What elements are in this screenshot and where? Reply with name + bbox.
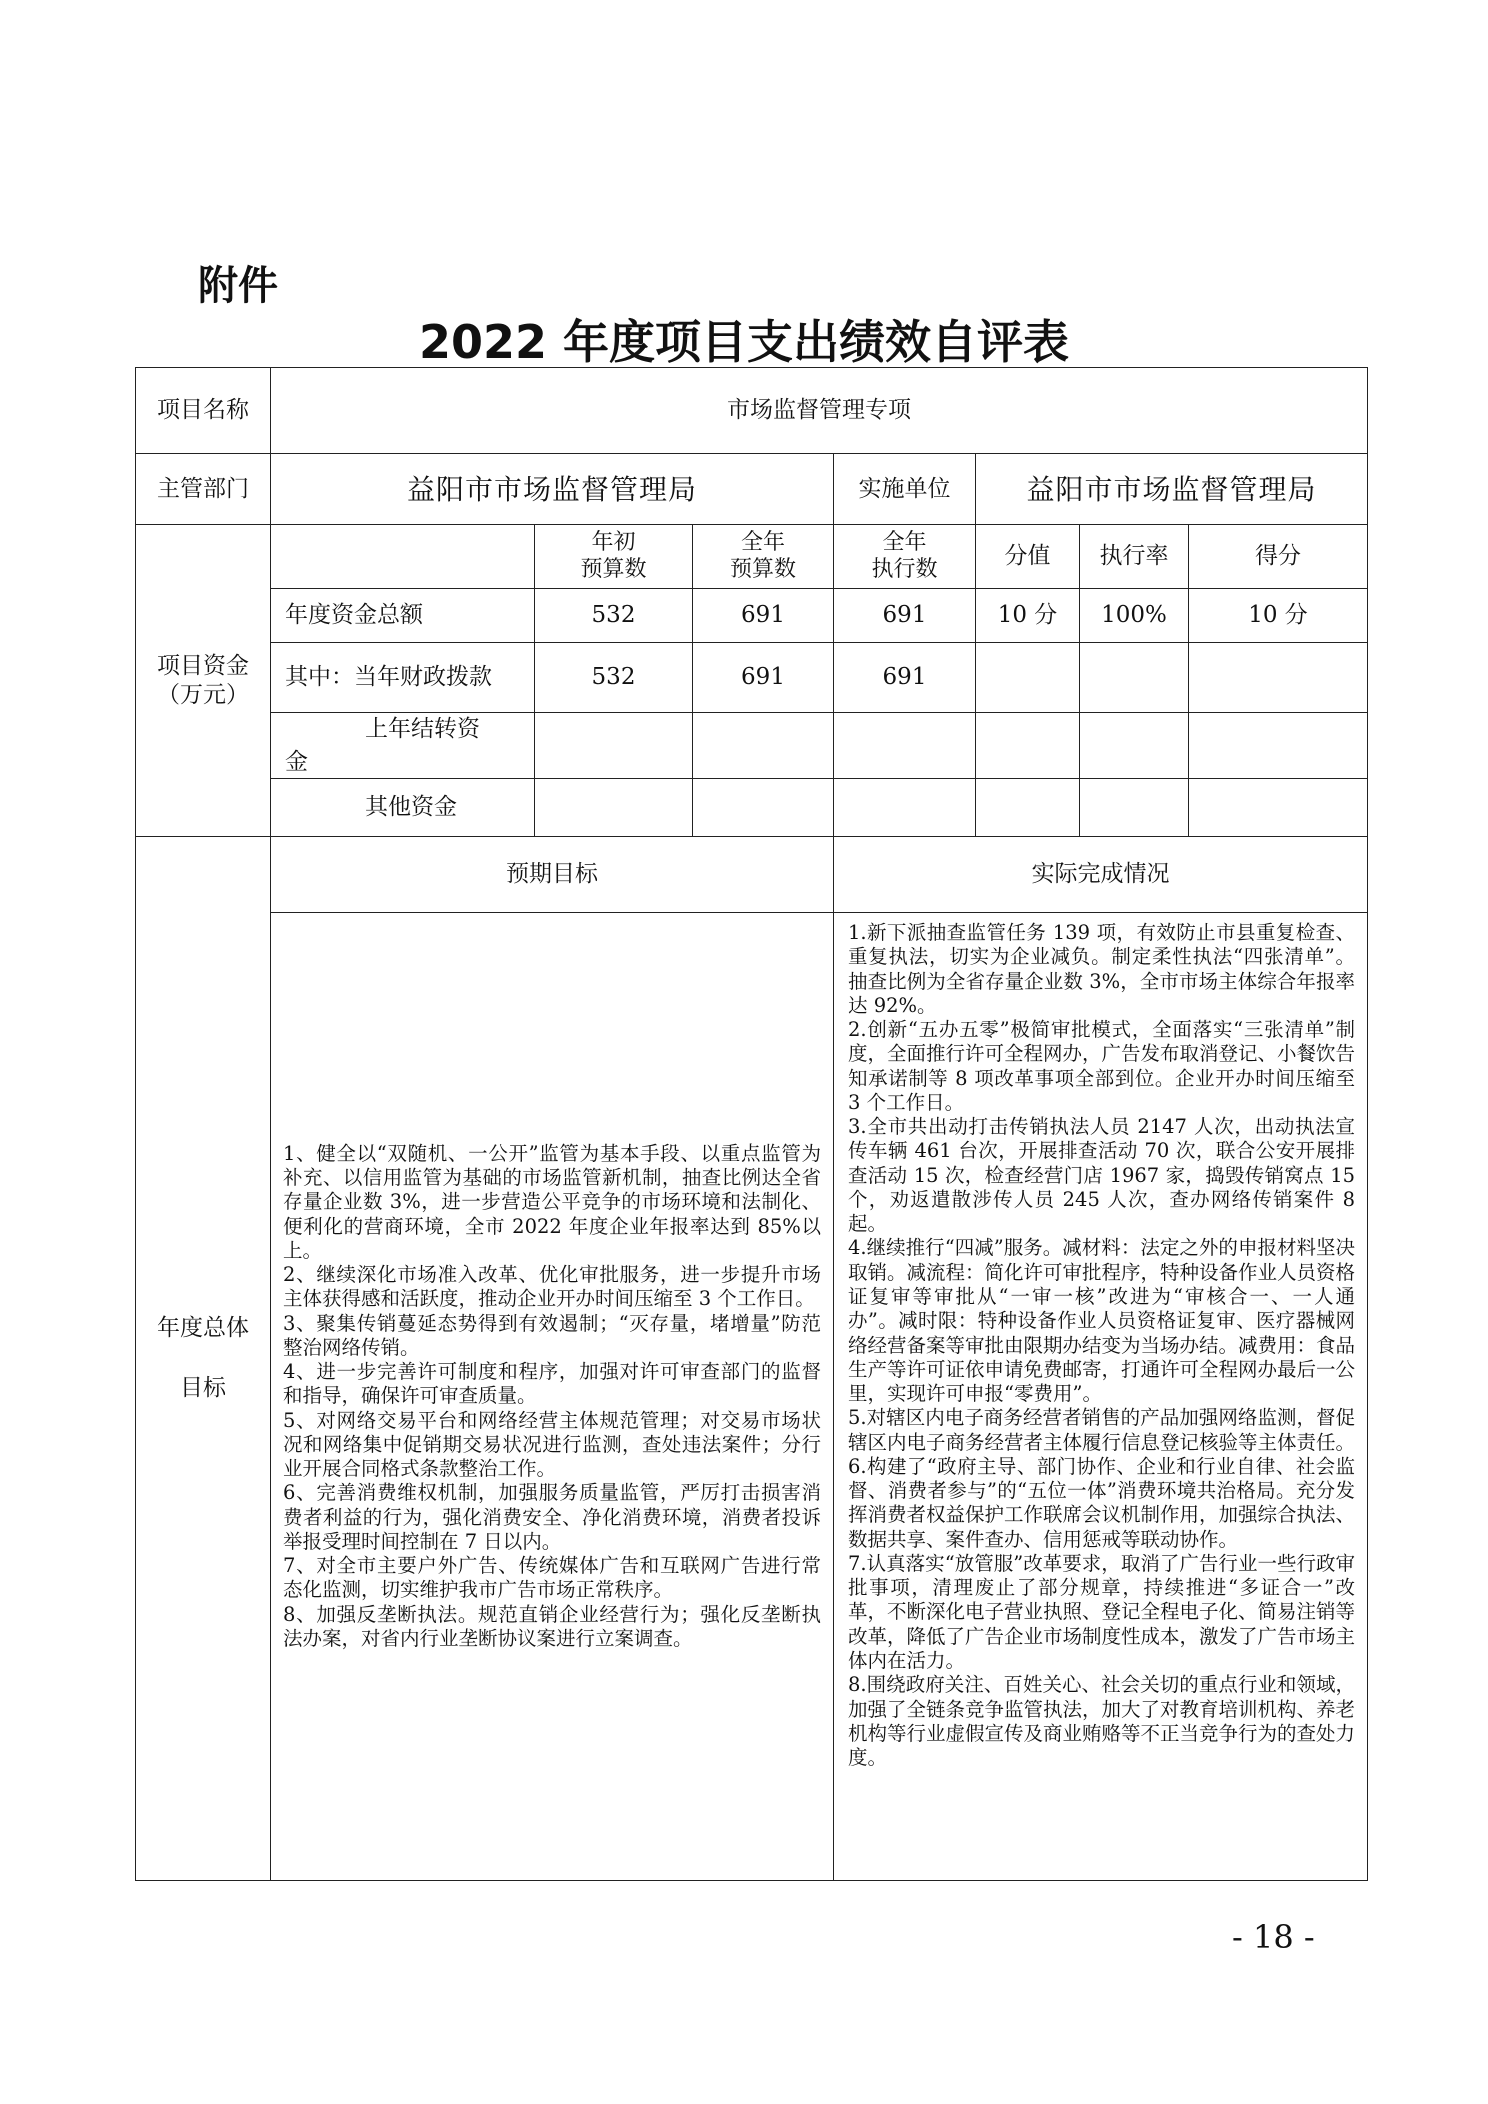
- expected-goal-item: 8、加强反垄断执法。规范直销企业经营行为；强化反垄断执法办案，对省内行业垄断协议案进行立案调查。: [283, 1602, 821, 1651]
- header-exec-line1: 全年: [882, 530, 927, 556]
- performance-table: [135, 367, 1368, 1881]
- fund-initial: [535, 779, 693, 837]
- actual-result-item: 4.继续推行“四减”服务。减材料：法定之外的申报材料坚决取销。减流程：简化许可审批程序，特种设备作业人员资格证复审等审批从“一审一核”改进为“审核合一、一人通办”。减时限：特种设备作业人员资格证复审、医疗器械网络经营备案等审批由限期办结变为当场办结。减费用：食品生产等许可证依申请免费邮寄，打通许可全程网办最后一公里，实现许可申报“零费用”。: [848, 1236, 1356, 1406]
- funds-label-line1: 项目资金: [157, 652, 249, 679]
- header-annual-line1: 全年: [740, 530, 785, 556]
- fund-score: [1189, 643, 1368, 713]
- expected-goal-item: 3、聚集传销蔓延态势得到有效遏制；“灭存量，堵增量”防范整治网络传销。: [283, 1311, 821, 1359]
- fund-exec-rate: 100%: [1080, 589, 1189, 643]
- expected-goals-list: [283, 1142, 821, 1652]
- fund-score-value: [976, 643, 1080, 713]
- header-score: 得分: [1189, 525, 1368, 589]
- funds-header-row: [136, 525, 1368, 589]
- fund-score-value: 10 分: [976, 589, 1080, 643]
- actual-results-header: 实际完成情况: [834, 837, 1368, 913]
- funds-section-label: [136, 525, 271, 837]
- fund-score-value: [976, 713, 1080, 779]
- fund-score: [1189, 713, 1368, 779]
- fund-exec: [834, 713, 976, 779]
- page-title: 2022 年度项目支出绩效自评表: [418, 315, 1070, 369]
- fund-annual: [693, 713, 834, 779]
- project-name-value: 市场监督管理专项: [271, 368, 1368, 454]
- fund-exec: 691: [834, 589, 976, 643]
- expected-goal-item: 1、健全以“双随机、一公开”监管为基本手段、以重点监管为补充、以信用监管为基础的市场监管新机制，抽查比例达全省存量企业数 3%，进一步营造公平竞争的市场环境和法制化、便利化的营商环境，全市 2022 年度企业年报率达到 85%以上。: [283, 1141, 821, 1262]
- fund-annual: 691: [693, 589, 834, 643]
- actual-results-list: [848, 921, 1355, 1770]
- header-initial-budget: [535, 525, 693, 589]
- fund-score-value: [976, 779, 1080, 837]
- page-number: - 18 -: [1232, 1918, 1315, 1956]
- actual-result-item: 6.构建了“政府主导、部门协作、企业和行业自律、社会监督、消费者参与”的“五位一体”消费环境共治格局。充分发挥消费者权益保护工作联席会议机制作用，加强综合执法、数据共享、案件查办、信用惩戒等联动协作。: [848, 1454, 1356, 1551]
- expected-goal-item: 4、进一步完善许可制度和程序，加强对许可审查部门的监督和指导，确保许可审查质量。: [283, 1360, 821, 1408]
- dept-value: 益阳市市场监督管理局: [271, 454, 834, 525]
- header-annual-line2: 预算数: [729, 556, 796, 582]
- fund-label-line2: 金: [285, 748, 308, 775]
- fund-exec-rate: [1080, 779, 1189, 837]
- funds-row-total: [136, 589, 1368, 643]
- goals-label-line2: 目标: [180, 1374, 226, 1401]
- header-annual-budget: [693, 525, 834, 589]
- header-initial-line1: 年初: [591, 530, 636, 556]
- impl-label: 实施单位: [834, 454, 976, 525]
- fund-row-label: 其中：当年财政拨款: [271, 643, 535, 713]
- funds-header-blank: [271, 525, 535, 589]
- fund-initial: [535, 713, 693, 779]
- actual-result-item: 2.创新“五办五零”极简审批模式，全面落实“三张清单”制度，全面推行许可全程网办，广告发布取消登记、小餐饮告知承诺制等 8 项改革事项全部到位。企业开办时间压缩至 3 个工作日。: [848, 1018, 1356, 1114]
- funds-label-line2: （万元）: [157, 681, 249, 708]
- fund-exec: [834, 779, 976, 837]
- header-initial-line2: 预算数: [580, 556, 647, 582]
- expected-goal-item: 6、完善消费维权机制，加强服务质量监管，严厉打击损害消费者利益的行为，强化消费安全、净化消费环境，消费者投诉举报受理时间控制在 7 日以内。: [283, 1481, 821, 1553]
- goals-section-label: [136, 837, 271, 1881]
- header-annual-exec: [834, 525, 976, 589]
- actual-result-item: 7.认真落实“放管服”改革要求，取消了广告行业一些行政审批事项，清理废止了部分规章，持续推进“多证合一”改革，不断深化电子营业执照、登记全程电子化、简易注销等改革，降低了广告企业市场制度性成本，激发了广告市场主体内在活力。: [848, 1551, 1356, 1672]
- actual-results-text: [834, 913, 1368, 1881]
- expected-goals-header: 预期目标: [271, 837, 834, 913]
- actual-result-item: 8.围绕政府关注、百姓关心、社会关切的重点行业和领域，加强了全链条竞争监管执法，加大了对教育培训机构、养老机构等行业虚假宣传及商业贿赂等不正当竞争行为的查处力度。: [848, 1673, 1356, 1770]
- goals-label-line1: 年度总体: [157, 1314, 249, 1341]
- impl-value: 益阳市市场监督管理局: [976, 454, 1368, 525]
- goals-content-row: [136, 913, 1368, 1881]
- project-name-label: 项目名称: [136, 368, 271, 454]
- fund-initial: 532: [535, 643, 693, 713]
- attachment-label: 附件: [198, 263, 278, 309]
- fund-initial: 532: [535, 589, 693, 643]
- funds-row-other: [136, 779, 1368, 837]
- expected-goal-item: 7、对全市主要户外广告、传统媒体广告和互联网广告进行常态化监测，切实维护我市广告市场正常秩序。: [283, 1554, 821, 1602]
- funds-row-carryover: [136, 713, 1368, 779]
- expected-goal-item: 5、对网络交易平台和网络经营主体规范管理；对交易市场状况和网络集中促销期交易状况进行监测，查处违法案件；分行业开展合同格式条款整治工作。: [283, 1408, 821, 1481]
- funds-row-fiscal: [136, 643, 1368, 713]
- fund-row-label: 其他资金: [271, 779, 535, 837]
- actual-result-item: 5.对辖区内电子商务经营者销售的产品加强网络监测，督促辖区内电子商务经营者主体履行信息登记核验等主体责任。: [848, 1406, 1356, 1454]
- department-row: [136, 454, 1368, 525]
- fund-row-label: [271, 713, 535, 779]
- actual-result-item: 3.全市共出动打击传销执法人员 2147 人次，出动执法宣传车辆 461 台次，开展排查活动 70 次，联合公安开展排查活动 15 次，检查经营门店 1967 家，捣毁传销窝点 15 个，劝返遣散涉传人员 245 人次，查办网络传销案件 8 起。: [848, 1115, 1356, 1236]
- fund-exec-rate: [1080, 713, 1189, 779]
- fund-exec-rate: [1080, 643, 1189, 713]
- header-exec-rate: 执行率: [1080, 525, 1189, 589]
- actual-result-item: 1.新下派抽查监管任务 139 项，有效防止市县重复检查、重复执法，切实为企业减负。制定柔性执法“四张清单”。抽查比例为全省存量企业数 3%，全市市场主体综合年报率达 92%。: [848, 921, 1356, 1017]
- fund-score: [1189, 779, 1368, 837]
- project-name-row: [136, 368, 1368, 454]
- header-score-value: 分值: [976, 525, 1080, 589]
- fund-exec: 691: [834, 643, 976, 713]
- fund-annual: [693, 779, 834, 837]
- fund-annual: 691: [693, 643, 834, 713]
- fund-label-line1: 上年结转资: [365, 716, 480, 743]
- goals-header-row: [136, 837, 1368, 913]
- fund-score: 10 分: [1189, 589, 1368, 643]
- fund-row-label: 年度资金总额: [271, 589, 535, 643]
- expected-goal-item: 2、继续深化市场准入改革、优化审批服务，进一步提升市场主体获得感和活跃度，推动企业开办时间压缩至 3 个工作日。: [283, 1263, 821, 1311]
- header-exec-line2: 执行数: [871, 556, 938, 582]
- dept-label: 主管部门: [136, 454, 271, 525]
- expected-goals-text: [271, 913, 834, 1881]
